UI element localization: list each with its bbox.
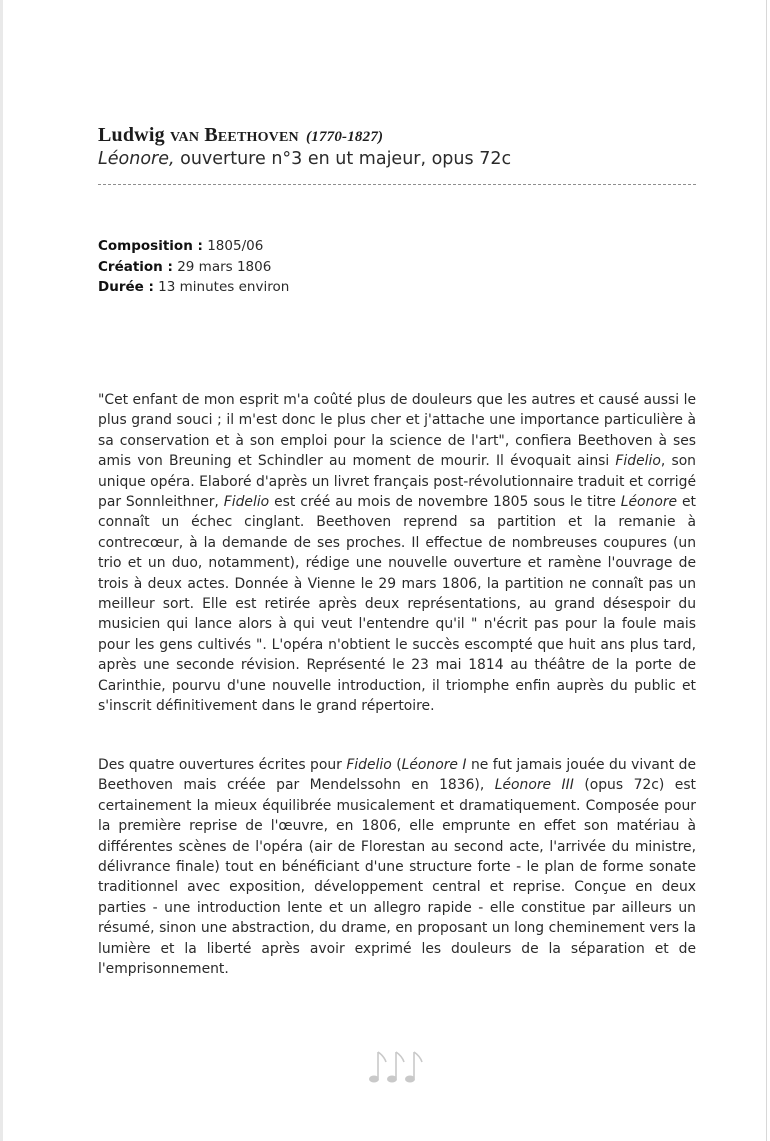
composition-value: 1805/06 [202,238,264,254]
work-title-rest: ouverture n°3 en ut majeur, opus 72c [174,149,512,169]
text-run: ne fut jamais jouée du vivant de Beethoven mais créée par Mendelssohn en 1836), [98,756,696,794]
header-divider [98,184,696,185]
text-run: Des quatre ouvertures écrites pour [98,756,347,773]
creation-label: Création : [98,258,173,275]
work-title [98,149,698,169]
work-title-italic: Léonore, [98,149,175,169]
page-edge [0,0,3,1141]
creation-value: 29 mars 1806 [172,258,272,275]
composer-last-name: Beethoven [204,124,299,146]
text-run: est créé au mois de novembre 1805 sous le titre [269,493,621,510]
text-run: "Cet enfant de mon esprit m'a coûté plus de douleurs que les autres et causé aussi le plus grand souci ; il m'est donc le plus cher et j'attache une importance particulière à sa conservation et à son emploi pour la science de l'art", confiera Beethoven à ses amis von Breuning et Schindler au moment de mourir. Il évoquait ainsi [98,391,696,470]
paragraph-history [98,390,696,717]
duration-value: 13 minutes environ [153,279,290,295]
composer-particle: van [170,124,200,146]
composer-first-name: Ludwig [98,124,165,146]
composer-name [98,124,698,147]
italic-run: Léonore III [494,777,574,794]
music-notes-ornament-icon [364,1046,434,1090]
program-note-header [98,124,698,169]
italic-run: Fidelio [615,453,661,470]
text-run: et connaît un échec cinglant. Beethoven reprend sa partition et la remanie à contrecœur, à la demande de ses proches. Il effectue de nombreuses coupures (un trio et un duo, notamment), rédige une nouvelle ouverture et ramène l'ouvrage de trois à deux actes. Donnée à Vienne le 29 mars 1806, la partition ne connaît pas un meilleur sort. Elle est retirée après deux représentations, au grand désespoir du musicien qui lance alors à qui veut l'entendre qu'il " n'écrit pas pour la foule mais pour les gens cultivés ". L'opéra n'obtient le succès escompté que huit ans plus tard, après une seconde révision. Représenté le 23 mai 1814 au théâtre de la porte de Carinthie, pourvu d'une nouvelle introduction, il triomphe enfin auprès du public et s'inscrit définitivement dans le grand répertoire. [98,493,696,714]
work-details [98,236,289,298]
composition-line [98,236,289,257]
duration-label: Durée : [98,279,154,295]
composer-dates: (1770-1827) [306,129,384,145]
italic-run: Fidelio [346,756,392,773]
text-run: , son unique opéra. Elaboré d'après un livret français post-révolutionnaire traduit et corrigé par Sonnleithner, [98,453,696,510]
italic-run: Léonore [620,493,678,510]
italic-run: Fidelio [223,493,270,510]
creation-line [98,257,289,278]
duration-line [98,277,289,298]
italic-run: Léonore I [401,756,467,773]
text-run: ( [391,756,402,773]
text-run: (opus 72c) est certainement la mieux équilibrée musicalement et dramatiquement. Composée pour la première reprise de l'œuvre, en 1806, elle emprunte en effet son matériau à différentes scènes de l'opéra (air de Florestan au second acte, l'arrivée du ministre, délivrance finale) tout en bénéficiant d'une structure forte - le plan de forme sonate traditionnel avec exposition, développement central et reprise. Conçue en deux parties - une introduction lente et un allegro rapide - elle constitue par ailleurs un résumé, sinon une abstraction, du drame, en proposant un long cheminement vers la lumière et la liberté après avoir exprimé les douleurs de la séparation et de l'emprisonnement. [98,777,696,977]
paragraph-analysis [98,755,696,979]
composition-label: Composition : [98,238,203,254]
